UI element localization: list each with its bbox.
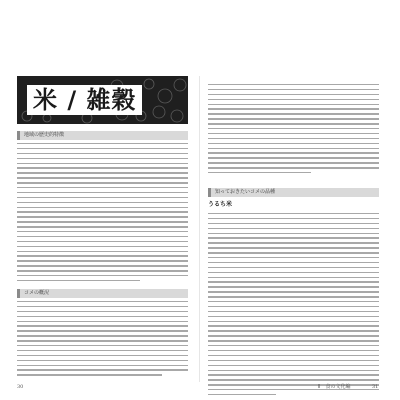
body-text-rice-overview xyxy=(17,301,188,379)
chapter-title: 米 / 雑穀 xyxy=(27,85,142,115)
body-text-history xyxy=(17,143,188,285)
section-heading-rice-overview: コメの概況 xyxy=(17,289,188,298)
body-text-rice-varieties xyxy=(208,213,379,399)
running-head: Ⅱ 食の文化編 xyxy=(318,384,351,390)
left-page-number: 30 xyxy=(17,384,24,390)
subheading-uruchi-rice: うるち米 xyxy=(208,201,233,208)
section-heading-rice-varieties: 知っておきたいコメの品種 xyxy=(208,188,379,197)
chapter-banner xyxy=(17,76,188,124)
gutter-divider xyxy=(199,76,200,382)
right-page-number: 31 xyxy=(372,384,379,390)
section-heading-history: 地域の歴史的特徴 xyxy=(17,131,188,140)
body-text-continued xyxy=(208,84,379,177)
